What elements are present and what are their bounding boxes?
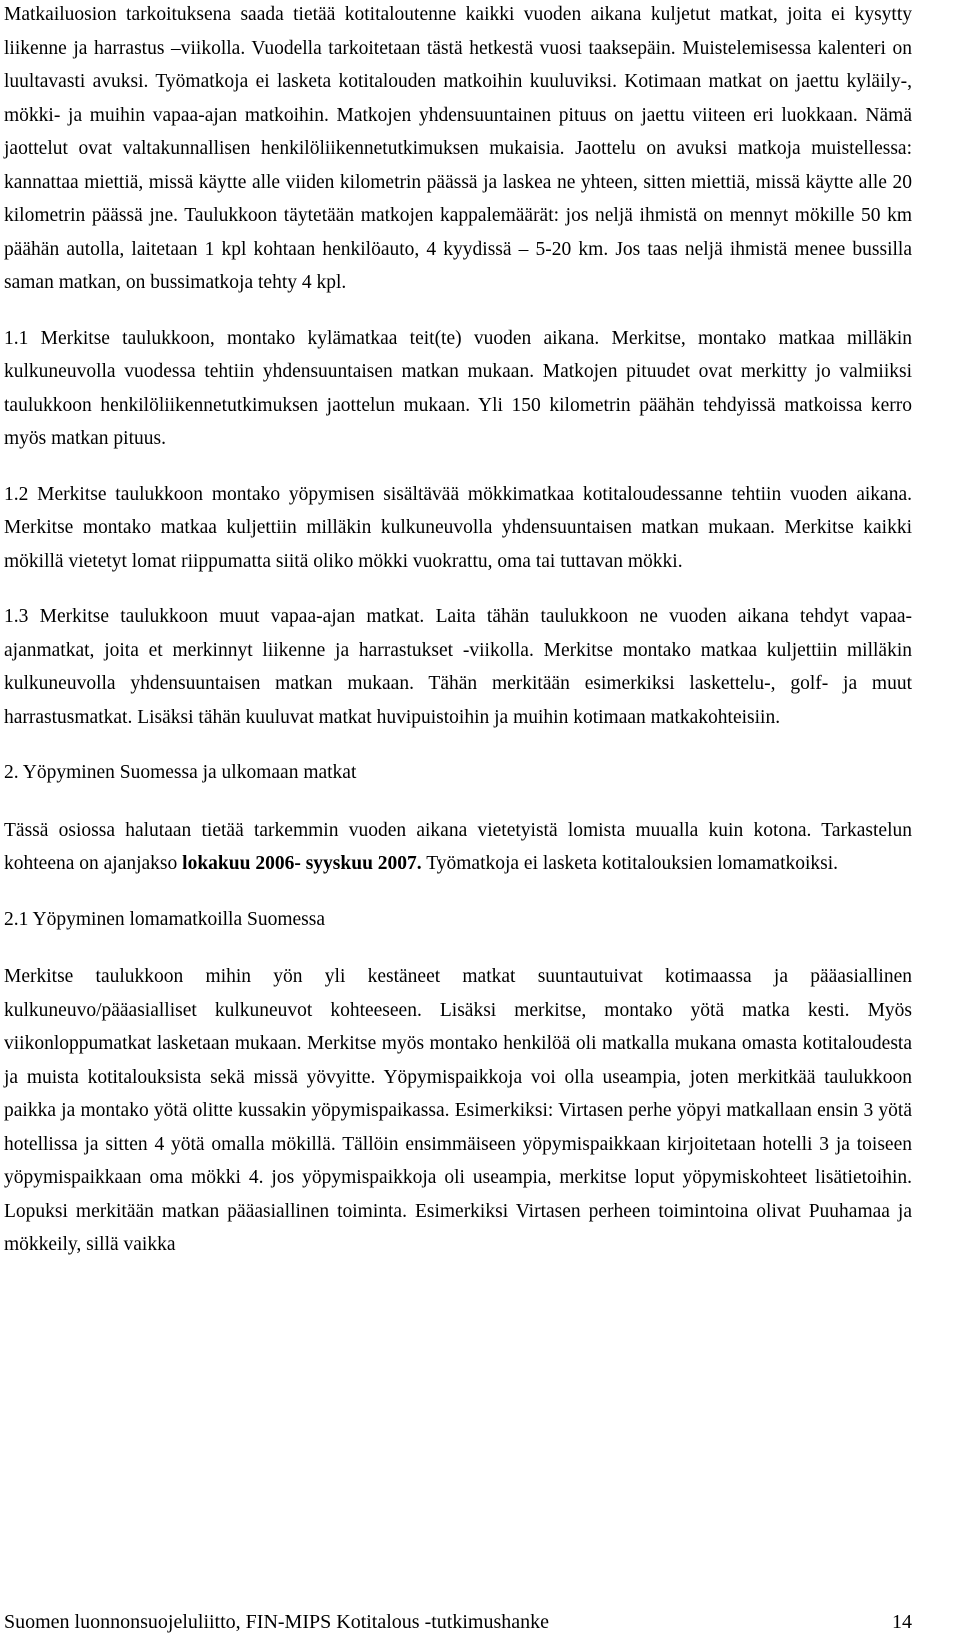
intro-paragraph: Matkailuosion tarkoituksena saada tietää kotitaloutenne kaikki vuoden aikana kuljetut matkat, joita ei kysytty liikenne ja harrastus –viikolla. Vuodella tarkoitetaan tästä hetkestä vuosi taaksepäin. Muistelemisessa kalenteri on luultavasti avuksi. Työmatkoja ei lasketa kotitalouden matkoihin kuuluviksi. Kotimaan matkat on jaettu kyläily-, mökki- ja muihin vapaa-ajan matkoihin. Matkojen yhdensuuntainen pituus on jaettu viiteen eri luokkaan. Nämä jaottelut ovat valtakunnallisen henkilöliikennetutkimuksen mukaisia. Jaottelu on avuksi matkoja muistellessa: kannattaa miettiä, missä käytte alle viiden kilometrin päässä ja laskea ne yhteen, sitten miettiä, missä käytte alle 20 kilometrin päässä jne. Taulukkoon täytetään matkojen kappalemäärät: jos neljä ihmistä on mennyt mökille 50 km päähän autolla, laitetaan 1 kpl kohtaan henkilöauto, 4 kyydissä – 5-20 km. Jos taas neljä ihmistä menee bussilla saman matkan, on bussimatkoja tehty 4 kpl. bbox=[4, 4, 912, 293]
section-2-paragraph bbox=[4, 814, 912, 881]
section-1-2-paragraph: 1.2 Merkitse taulukkoon montako yöpymisen sisältävää mökkimatkaa kotitaloudessanne tehtiin vuoden aikana. Merkitse montako matkaa kuljettiin milläkin kulkuneuvolla yhdensuuntaisen matkan mukaan. Merkitse kaikki mökillä vietetyt lomat riippumatta siitä oliko mökki vuokrattu, oma tai tuttavan mökki. bbox=[4, 483, 912, 572]
section-2-text-end: Työmatkoja ei lasketa kotitalouksien lomamatkoiksi. bbox=[421, 853, 839, 874]
page-number: 14 bbox=[892, 1611, 912, 1633]
section-1-3-paragraph: 1.3 Merkitse taulukkoon muut vapaa-ajan matkat. Laita tähän taulukkoon ne vuoden aikana tehdyt vapaa-ajanmatkat, joita et merkinnyt liikenne ja harrastukset -viikolla. Merkitse montako matkaa kuljettiin milläkin kulkuneuvolla yhdensuuntaisen matkan mukaan. Tähän merkitään esimerkiksi laskettelu-, golf- ja muut harrastusmatkat. Lisäksi tähän kuuluvat matkat huvipuistoihin ja muihin kotimaan matkakohteisiin. bbox=[4, 606, 912, 728]
section-2-1-paragraph: Merkitse taulukkoon mihin yön yli kestäneet matkat suuntautuivat kotimaassa ja pääasiallinen kulkuneuvo/pääasialliset kulkuneuvot kohteeseen. Lisäksi merkitse, montako yötä matka kesti. Myös viikonloppumatkat lasketaan mukaan. Merkitse myös montako henkilöä oli matkalla mukana omasta kotitaloudesta ja muista kotitalouksista sekä missä yövyitte. Yöpymispaikkoja voi olla useampia, joten merkitkää taulukkoon paikka ja montako yötä olitte kussakin yöpymispaikassa. Esimerkiksi: Virtasen perhe yöpyi matkallaan ensin 3 yötä hotellissa ja sitten 4 yötä omalla mökillä. Tällöin ensimmäiseen yöpymispaikkaan kirjoitetaan hotelli 3 ja toiseen yöpymispaikkaan oma mökki 4. jos yöpymispaikkoja oli useampia, merkitse loput yöpymiskohteet lisätietoihin. Lopuksi merkitään matkan pääasiallinen toiminta. Esimerkiksi Virtasen perheen toimintoina olivat Puuhamaa ja mökkeily, sillä vaikka bbox=[4, 966, 912, 1255]
section-2-heading: 2. Yöpyminen Suomessa ja ulkomaan matkat bbox=[4, 762, 357, 783]
section-2-1-heading: 2.1 Yöpyminen lomamatkoilla Suomessa bbox=[4, 908, 325, 930]
period-bold-text: lokakuu 2006- syyskuu 2007. bbox=[182, 853, 422, 874]
section-1-1-paragraph: 1.1 Merkitse taulukkoon, montako kylämatkaa teit(te) vuoden aikana. Merkitse, montako matkaa milläkin kulkuneuvolla vuodessa tehtiin yhdensuuntaisen matkan mukaan. Matkojen pituudet ovat merkitty jo valmiiksi taulukkoon henkilöliikennetutkimuksen jaottelun mukaan. Yli 150 kilometrin päähän tehdyissä matkoissa kerro myös matkan pituus. bbox=[4, 327, 912, 449]
document-page bbox=[4, 0, 912, 1284]
page-footer bbox=[4, 1606, 912, 1638]
section-2-text-start: Tässä osiossa halutaan tietää tarkemmin vuoden aikana vietetyistä lomista muualla kuin kotona. Tarkastelun kohteena on ajanjakso bbox=[4, 819, 912, 874]
footer-publisher: Suomen luonnonsuojeluliitto, FIN-MIPS Kotitalous -tutkimushanke bbox=[4, 1611, 549, 1633]
